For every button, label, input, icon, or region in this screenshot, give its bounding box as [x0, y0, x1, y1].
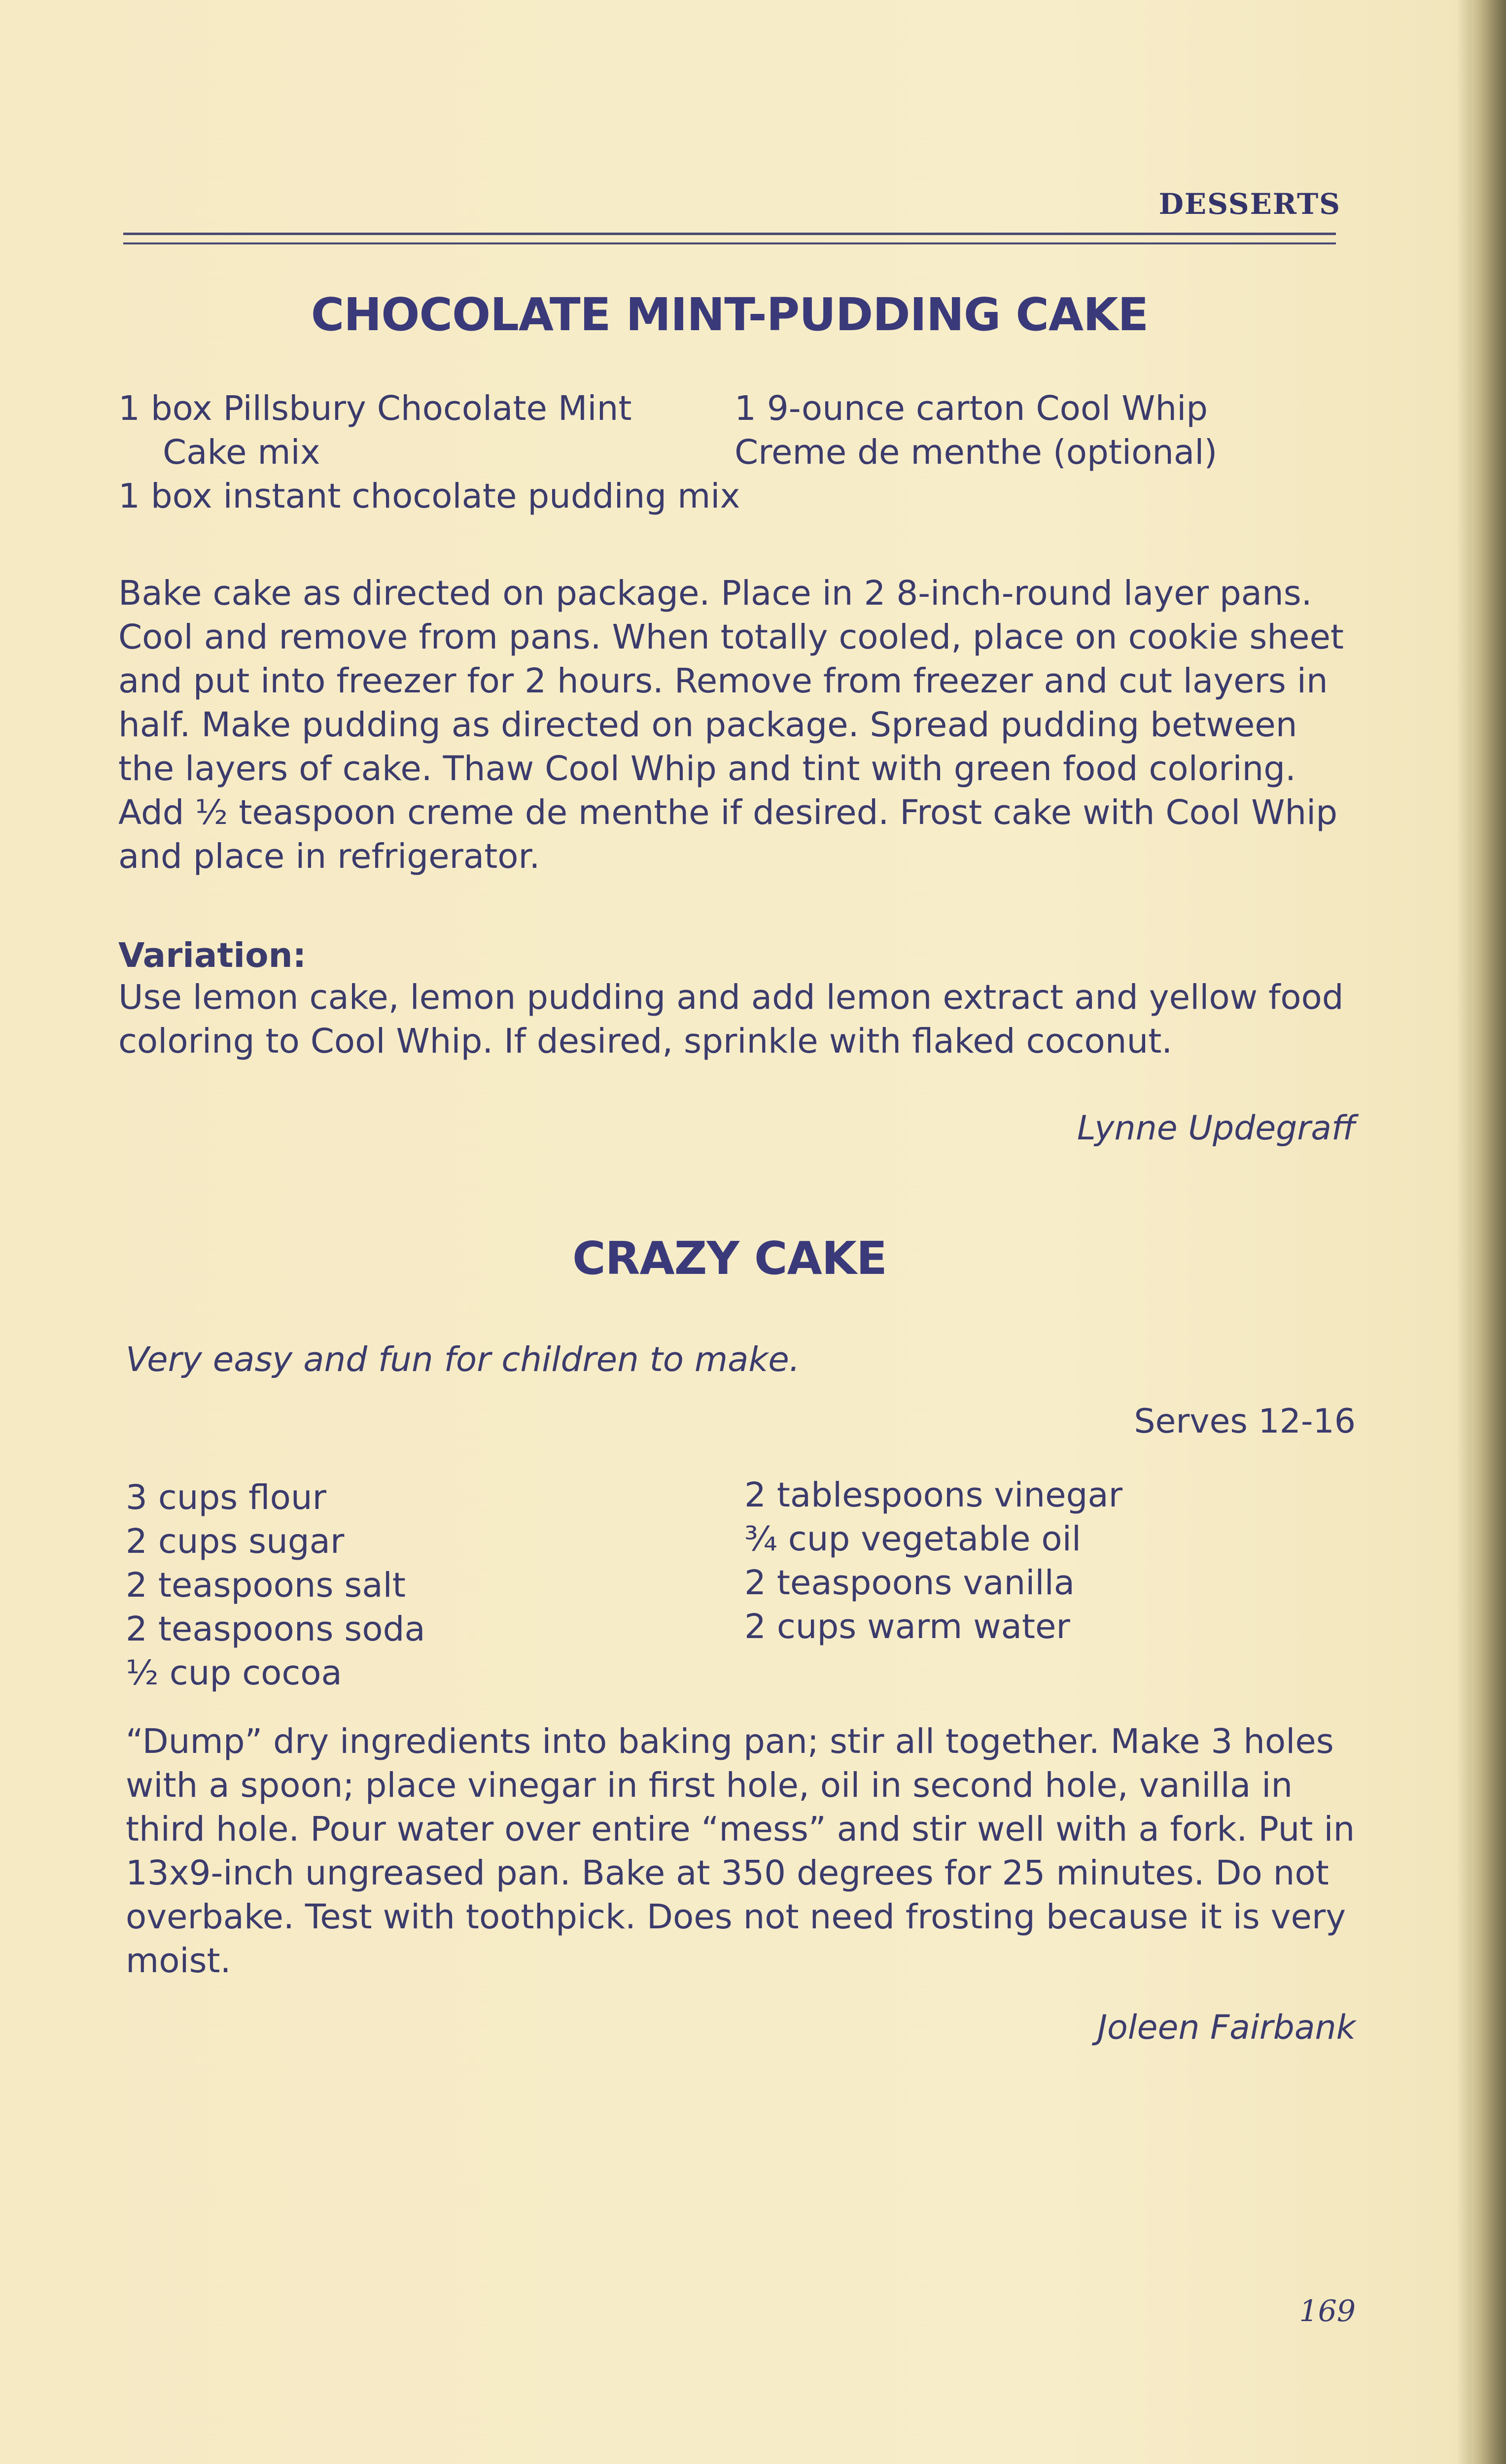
ingredient: ¾ cup vegetable oil: [744, 1519, 1081, 1559]
ingredient: 2 cups warm water: [744, 1607, 1070, 1646]
book-binding-edge: [1471, 0, 1506, 2464]
ingredient: Creme de menthe (optional): [735, 433, 1218, 472]
ingredient: 1 box Pillsbury Chocolate Mint: [118, 389, 632, 428]
ingredient: 2 teaspoons soda: [126, 1609, 425, 1649]
ingredient: 3 cups flour: [126, 1478, 326, 1517]
page-gutter-shadow: [1457, 0, 1471, 2464]
recipe2-subtitle: Very easy and fun for children to make.: [126, 1340, 800, 1379]
ingredient: 2 tablespoons vinegar: [744, 1475, 1123, 1515]
ingredient: 2 teaspoons salt: [126, 1566, 406, 1605]
ingredient: Cake mix: [163, 433, 320, 472]
recipe1-ingredients-left: [118, 387, 740, 518]
recipe2-author: Joleen Fairbank: [1097, 2008, 1356, 2047]
recipe2-ingredients-left: [126, 1476, 425, 1695]
ingredient: 2 teaspoons vanilla: [744, 1563, 1075, 1603]
variation-text: Use lemon cake, lemon pudding and add lemon extract and yellow food coloring to Cool Whip. If desired, sprinkle with flaked coconut.: [118, 978, 1344, 1061]
recipe1-author: Lynne Updegraff: [1077, 1109, 1356, 1148]
recipe2-directions: “Dump” dry ingredients into baking pan; stir all together. Make 3 holes with a spoon; place vinegar in first hole, oil in second hole, vanilla in third hole. Pour water over entire “mess” and stir well with a fork. Put in 13x9-inch ungreased pan. Bake at 350 degrees for 25 minutes. Do not overbake. Test with toothpick. Does not need frosting because it is very moist.: [126, 1722, 1355, 1981]
recipe1-ingredients-right: [735, 387, 1217, 475]
ingredient: 2 cups sugar: [126, 1522, 345, 1561]
header-rule-top: [123, 233, 1336, 235]
ingredient: 1 9-ounce carton Cool Whip: [735, 389, 1208, 428]
ingredient: ½ cup cocoa: [126, 1653, 342, 1693]
recipe1-directions: Bake cake as directed on package. Place in 2 8-inch-round layer pans. Cool and remove from pans. When totally cooled, place on cookie sheet and put into freezer for 2 hours. Remove from freezer and cut layers in half. Make pudding as directed on package. Spread pudding between the layers of cake. Thaw Cool Whip and tint with green food coloring. Add ½ teaspoon creme de menthe if desired. Frost cake with Cool Whip and place in refrigerator.: [118, 574, 1344, 876]
section-header: DESSERTS: [1158, 187, 1341, 221]
recipe2-ingredients-right: [744, 1473, 1122, 1649]
ingredient: 1 box instant chocolate pudding mix: [118, 477, 740, 516]
recipe-title-crazy-cake: CRAZY CAKE: [572, 1232, 887, 1285]
header-rule-bottom: [123, 242, 1336, 244]
recipe2-serves: Serves 12-16: [1134, 1402, 1356, 1441]
variation-heading: Variation:: [118, 936, 307, 975]
recipe-title-chocolate-mint: CHOCOLATE MINT-PUDDING CAKE: [311, 288, 1149, 341]
page-number: 169: [1299, 2294, 1356, 2328]
